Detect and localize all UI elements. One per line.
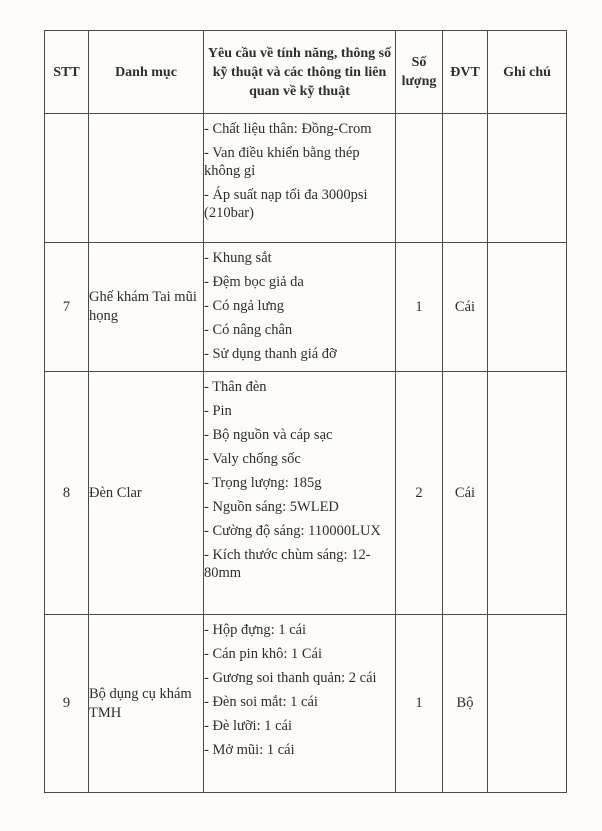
- spec-line: - Sử dụng thanh giá đỡ: [204, 346, 337, 362]
- header-dvt: ĐVT: [443, 31, 488, 114]
- spec-line: - Gương soi thanh quản: 2 cái: [204, 670, 377, 686]
- spec-line: - Cán pin khô: 1 Cái: [204, 646, 323, 662]
- cell-stt: 7: [45, 243, 89, 372]
- header-ghi-chu: Ghi chú: [488, 31, 567, 114]
- table-row: [45, 114, 567, 243]
- cell-so-luong: [396, 114, 443, 243]
- cell-specs: [204, 615, 396, 793]
- spec-line: - Khung sắt: [204, 250, 272, 266]
- cell-dvt: Bộ: [443, 615, 488, 793]
- cell-danh-muc: Ghế khám Tai mũi họng: [89, 243, 204, 372]
- spec-line: - Nguồn sáng: 5WLED: [204, 499, 339, 515]
- spec-line: - Bộ nguồn và cáp sạc: [204, 427, 333, 443]
- table-row: [45, 615, 567, 793]
- cell-stt: [45, 114, 89, 243]
- cell-ghi-chu: [488, 243, 567, 372]
- spec-line: - Đèn soi mắt: 1 cái: [204, 694, 318, 710]
- cell-ghi-chu: [488, 372, 567, 615]
- spec-line: - Có ngả lưng: [204, 298, 284, 314]
- header-yeu-cau: Yêu cầu về tính năng, thông số kỹ thuật và các thông tin liên quan về kỹ thuật: [204, 31, 396, 114]
- cell-dvt: Cái: [443, 243, 488, 372]
- spec-line: - Chất liệu thân: Đồng-Crom: [204, 121, 372, 137]
- cell-dvt: Cái: [443, 372, 488, 615]
- spec-line: - Hộp đựng: 1 cái: [204, 622, 307, 638]
- spec-line: - Có nâng chân: [204, 322, 293, 338]
- equipment-spec-table: [44, 30, 567, 793]
- cell-so-luong: 1: [396, 615, 443, 793]
- spec-line: - Trọng lượng: 185g: [204, 475, 322, 491]
- cell-ghi-chu: [488, 114, 567, 243]
- spec-line: - Kích thước chùm sáng: 12-80mm: [204, 547, 371, 581]
- table-row: [45, 372, 567, 615]
- cell-stt: 9: [45, 615, 89, 793]
- spec-line: - Đè lưỡi: 1 cái: [204, 718, 292, 734]
- spec-line: - Valy chống sốc: [204, 451, 301, 467]
- cell-specs: [204, 114, 396, 243]
- spec-line: - Đệm bọc giả da: [204, 274, 304, 290]
- cell-so-luong: 1: [396, 243, 443, 372]
- table-row: [45, 243, 567, 372]
- table-header-row: [45, 31, 567, 114]
- cell-stt: 8: [45, 372, 89, 615]
- cell-so-luong: 2: [396, 372, 443, 615]
- cell-ghi-chu: [488, 615, 567, 793]
- cell-specs: [204, 372, 396, 615]
- spec-line: - Cường độ sáng: 110000LUX: [204, 523, 381, 539]
- header-stt: STT: [45, 31, 89, 114]
- spec-line: - Van điều khiển bằng thép không gỉ: [204, 145, 360, 179]
- cell-danh-muc: Đèn Clar: [89, 372, 204, 615]
- spec-line: - Mở mũi: 1 cái: [204, 742, 295, 758]
- spec-line: - Áp suất nạp tối đa 3000psi (210bar): [204, 187, 368, 221]
- cell-danh-muc: [89, 114, 204, 243]
- spec-line: - Pin: [204, 403, 232, 419]
- cell-dvt: [443, 114, 488, 243]
- cell-specs: [204, 243, 396, 372]
- spec-line: - Thân đèn: [204, 379, 267, 395]
- cell-danh-muc: Bộ dụng cụ khám TMH: [89, 615, 204, 793]
- header-danh-muc: Danh mục: [89, 31, 204, 114]
- header-so-luong: Số lượng: [396, 31, 443, 114]
